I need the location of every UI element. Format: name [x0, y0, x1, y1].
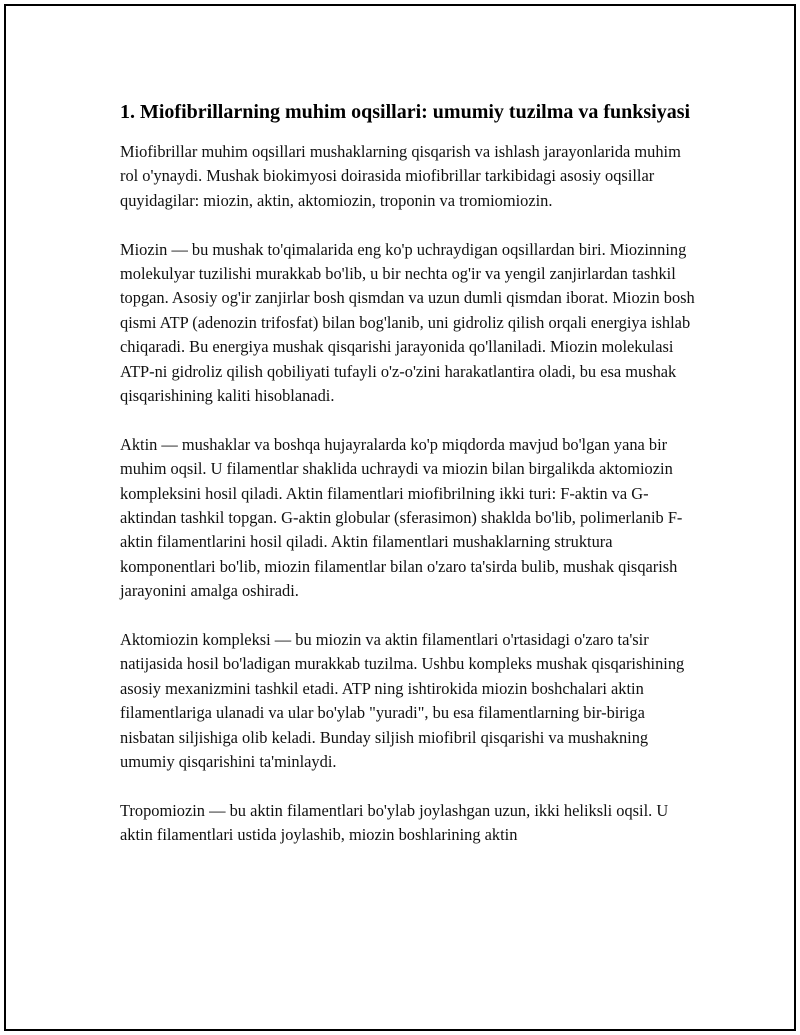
document-body: [120, 98, 698, 872]
section-title: 1. Miofibrillarning muhim oqsillari: umumiy tuzilma va funksiyasi: [120, 101, 691, 123]
paragraph-aktomiozin: Aktomiozin kompleksi — bu miozin va aktin filamentlari o'rtasidagi o'zaro ta'sir natijasida hosil bo'ladigan murakkab tuzilma. Ushbu kompleks mushak qisqarishining asosiy mexanizmini tashkil etadi. ATP ning ishtirokida miozin boshchalari aktin filamentlariga ulanadi va ular bo'ylab "yuradi", bu esa filamentlarning bir-biriga nisbatan siljishiga olib keladi. Bunday siljish miofibril qisqarishi va mushakning umumiy qisqarishini ta'minlaydi.: [120, 630, 685, 772]
paragraph-miozin: Miozin — bu mushak to'qimalarida eng ko'p uchraydigan oqsillardan biri. Miozinning molekulyar tuzilishi murakkab bo'lib, u bir nechta og'ir va yengil zanjirlardan tashkil topgan. Asosiy og'ir zanjirlar bosh qismdan va uzun dumli qismdan iborat. Miozin bosh qismi ATP (adenozin trifosfat) bilan bog'lanib, uni gidroliz qilish orqali energiya ishlab chiqaradi. Bu energiya mushak qisqarishi jarayonida qo'llaniladi. Miozin molekulasi ATP-ni gidroliz qilish qobiliyati tufayli o'z-o'zini harakatlantira oladi, bu esa mushak qisqarishining kaliti hisoblanadi.: [120, 239, 695, 406]
paragraph-intro: Miofibrillar muhim oqsillari mushaklarning qisqarish va ishlash jarayonlarida muhim rol o'ynaydi. Mushak biokimyosi doirasida miofibrillar tarkibidagi asosiy oqsillar quyidagilar: miozin, aktin, aktomiozin, troponin va tromiomiozin.: [120, 142, 681, 210]
paragraph-aktin: Aktin — mushaklar va boshqa hujayralarda ko'p miqdorda mavjud bo'lgan yana bir muhim oqsil. U filamentlar shaklida uchraydi va miozin bilan birgalikda aktomiozin kompleksini hosil qiladi. Aktin filamentlari miofibrilning ikki turi: F-aktin va G-aktindan tashkil topgan. G-aktin globular (sferasimon) shaklda bo'lib, polimerlanib F-aktin filamentlarini hosil qiladi. Aktin filamentlari mushaklarning struktura komponentlari bo'lib, miozin filamentlar bilan o'zaro ta'sirda bulib, mushak qisqarish jarayonini amalga oshiradi.: [120, 434, 683, 601]
page-frame: [4, 4, 796, 1031]
paragraph-tropomiozin: Tropomiozin — bu aktin filamentlari bo'ylab joylashgan uzun, ikki heliksli oqsil. U aktin filamentlari ustida joylashib, miozin boshlarining aktin: [120, 800, 669, 845]
